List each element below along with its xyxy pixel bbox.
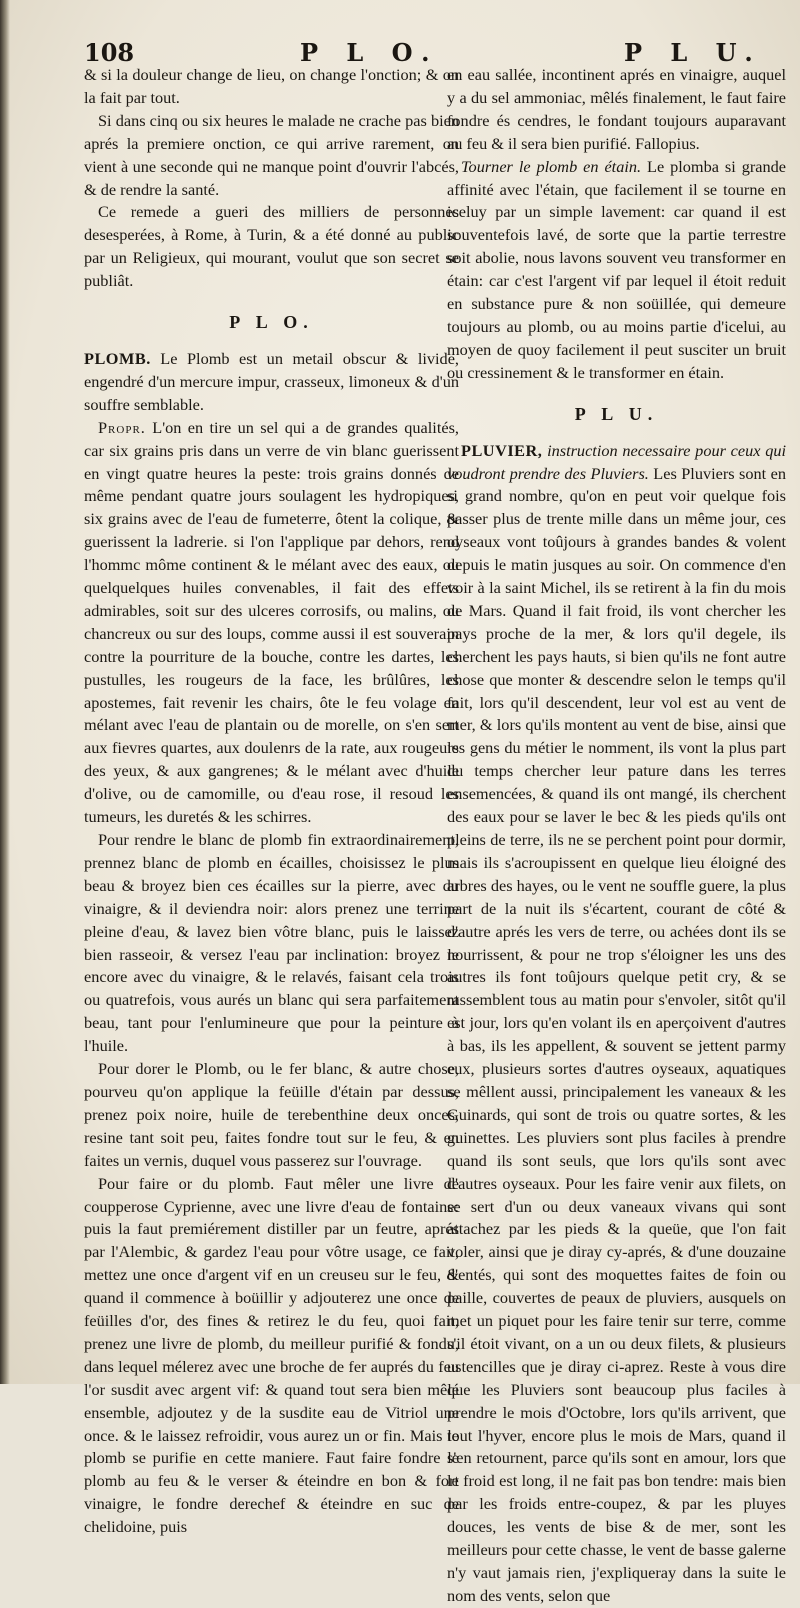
entry-text: L'on en tire un sel qui a de grandes qualités, car six grains pris dans un verre de vin blanc guerissent en vingt quatre heures la peste: trois grains donnés de même pendant quatre jours soulagent les hydropiques, six grains avec de l'eau de fumeterre, ôtent la colique, & guerissent la ladrerie. si l'on l'applique par dehors, rend l'hommc môme continent & le mélant avec des eaux, ou quelquelques huiles convenables, il fait des effets admirables, soit sur des ulceres corrosifs, ou malins, ou chancreux ou sur des loups, comme aussi il est souverain contre la pourriture de la bouche, contre les dartes, les pustulles, les rougeurs de la face, les brûlûres, les apostemes, fait revenir les chairs, ôte le feu volage en mélant avec l'eau de plantain ou de morelle, on s'en sert aux fievres quartes, aux doulenrs de la rate, aux rougeurs des yeux, & aux gangrenes; & le mélant avec d'huile d'olive, ou de camomille, ou d'eau rose, il resoud les tumeurs, les duretés & les schirres. <box>84 417 459 827</box>
paragraph: Ce remede a gueri des milliers de personnes desesperées, à Rome, à Turin, & a été donné au public par un Religieux, qui mourant, voulut que son secret se publiât. <box>84 202 459 291</box>
entry-text: Le plomba si grande affinité avec l'étain, que facilement il se tourne en iceluy par un simple lavement: car quand il est souventefois lavé, de sorte que la partie terrestre soit abolie, nous lavons souvent veu transformer en étain: car c'est l'argent vif par lequel il étoit reduit en substance pure & non soüillée, qui demeure toujours au plomb, ou au moins partie d'icelui, au moyen de quoy facilement il peut susciter un bruit ou cressinement & le transformer en étain. <box>447 156 786 382</box>
entry-pluvier <box>447 440 786 1608</box>
entry-text: Les Pluviers sont en si grand nombre, qu'on en peut voir quelque fois passer plus de trente mille dans un même jour, ces oyseaux vont toûjours à grandes bandes & volent depuis le matin jusques au soir. On commence d'en voir à la saint Michel, ils se retirent à la fin du mois de Mars. Quand il fait froid, ils vont chercher les pays proche de la mer, & lors qu'il degele, ils cherchent les pays hauts, si bien qu'ils ne font autre chose que monter & descendre selon le temps qu'il fait, lors qu'il descendent, leur vol est au vent de mer, & lors qu'ils montent au vent de bise, ainsi que les gens du métier le nomment, ils vont la plus part du temps chercher leur pature dans les terres ensemencées, & quand ils ont mangé, ils cherchent des eaux pour se laver le bec & les pieds qu'ils ont pleins de terre, ils ne se perchent point pour dormir, mais ils s'acroupissent en quelque lieu éloigné des arbres des hayes, ou le vent ne souffle guere, la plus part de la nuit ils s'écartent, courant de côté & d'autre aprés les vers de terre, ou achées dont ils se nourrissent, & pour ne trop s'éloigner les uns des autres ils font toûjours quelque petit cry, & se rassemblent tous au matin pour s'envoler, sitôt qu'il est jour, lors qu'en volant ils en aperçoivent d'autres à bas, ils les appellent, & souvent se jettent parmy eux, plusieurs sortes d'autres oyseaux, aquatiques se mêllent aussi, principalement les vaneaux & les Guinards, qui sont de trois ou quatre sortes, & les guinettes. Les pluviers sont plus faciles à prendre quand ils sont seuls, que lors qu'ils sont avec d'autres oyseaux. Pour les faire venir aux filets, on se sert d'un ou deux vaneaux vivans qui sont attachez par les pieds & la queüe, que l'on fait voler, ainsi que je diray cy-aprés, & d'une douzaine d'entés, qui sont des moquettes faites de foin ou paille, couvertes de peaux de pluviers, ausquels on met un piquet pour les faire tenir sur terre, comme s'il étoit vivant, on a un ou deux filets, & plusieurs ustencilles que je diray ci-aprez. Reste à vous dire que les Pluviers sont beaucoup plus faciles à prendre le mois d'Octobre, lors qu'ils arrivent, que tout l'hyver, encore plus le mois de Mars, quand il s'en retournent, parce qu'ils sont en amour, lors que le froid est long, il ne fait pas bon tendre: mais bien par les froids entre-coupez, & par les pluyes douces, les vents de bise & de mer, sont les meilleurs pour cette chasse, le vent de basse galerne n'y vaut jamais rien, j'expliqueray dans la suite le nom des vents, selon que <box>447 463 787 1605</box>
paragraph: Pour faire or du plomb. Faut mêler une livre de coupperose Cyprienne, avec une livre d'eau de fontaine: puis la faut premiérement distiller par un feutre, aprés par l'Alembic, & gardez l'eau pour vôtre usage, ce fait, mettez une once d'argent vif en un creuseu sur le feu, & quand il commence à boüillir y adjouterez une once de feüilles d'or, des fines & retirez le du feu, quoi fait, prenez une livre de plomb, du meilleur purifié & fondu, dans lequel mélerez avec une broche de fer auprés du feu l'or susdit avec argent vif: & quand tout sera bien mêlé ensemble, adjoutez y de la susdite eau de Vitriol une once. & le laissez refroidir, vous aurez un or fin. Mais le plomb se purifie en cette maniere. Faut faire fondre le plomb au feu & le verser & éteindre en bon & fort vinaigre, le fondre derechef & éteindre en suc de chelidoine, puis <box>84 1173 459 1537</box>
entry-subtitle: instruction necessaire pour ceux qui voudront prendre des Pluviers. <box>447 440 786 483</box>
paragraph: Pour rendre le blanc de plomb fin extraordinairement, prennez blanc de plomb en écailles, choisissez le plus beau & broyez bien ces écailles sur la pierre, avec du vinaigre, & il deviendra noir: alors prenez une terrine pleine d'eau, & lavez bien vôtre blanc, puis le laissez bien rasseoir, & versez l'eau par inclination: broyez le encore avec du vinaigre, & le relavés, faisant cela trois ou quatrefois, vous aurés un blanc qui sera parfaitement beau, tant pour l'enlumineure que pour la peinture à l'huile. <box>84 830 459 1056</box>
entry-text: Le Plomb est un metail obscur & livide, engendré d'un mercure impur, crasseux, limoneux & d'un souffre semblable. <box>84 348 459 414</box>
paragraph: Pour dorer le Plomb, ou le fer blanc, & autre chose, pourveu qu'on applique la feüille d'étain par dessus, prenez poix noire, huile de terebenthine deux onces, resine tant soit peu, faites fondre tout sur le feu, & en faites un vernis, duquel vous passerez sur l'ouvrage. <box>84 1059 459 1170</box>
entry-subhead: Tourner le plomb en étain. <box>461 156 642 176</box>
entry-proprietes <box>84 417 459 829</box>
left-column <box>84 64 459 1539</box>
entry-headword: PLUVIER, <box>461 440 543 460</box>
paragraph: en eau sallée, incontinent aprés en vinaigre, auquel y a du sel ammoniac, mêlés finalement, le faut faire fondre és cendres, le fondant toujours auparavant au feu & il sera bien purifié. Fallopius. <box>447 65 786 153</box>
entry-etain <box>447 156 786 385</box>
entry-plomb <box>84 348 459 417</box>
paragraph: Si dans cinq ou six heures le malade ne crache pas bien aprés la premiere onction, ce qui arrive rarement, on vient à une seconde qui ne manque point d'ouvrir l'abcés, & de rendre la santé. <box>84 110 459 199</box>
right-column <box>447 64 786 1608</box>
entry-headword: PLOMB. <box>84 348 151 368</box>
left-running-title: P L O. <box>300 38 440 67</box>
right-running-title: P L U. <box>624 38 763 67</box>
page-number: 108 <box>84 38 135 67</box>
section-heading-plu: P L U. <box>574 403 659 424</box>
entry-subhead: Propr. <box>98 417 146 437</box>
paragraph: & si la douleur change de lieu, on change l'onction; & on la fait par tout. <box>84 65 459 107</box>
section-heading-plo: P L O. <box>229 312 314 333</box>
page-gutter-shadow <box>0 0 10 1384</box>
